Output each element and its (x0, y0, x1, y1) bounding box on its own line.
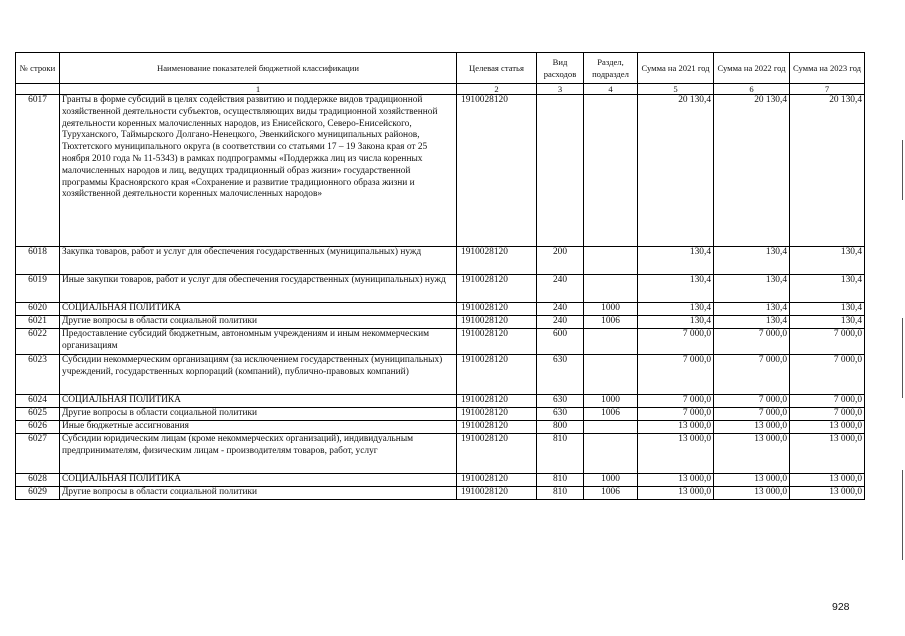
row-section: 1000 (584, 303, 638, 316)
row-name: Другие вопросы в области социальной политики (60, 408, 457, 421)
row-number: 6021 (16, 316, 60, 329)
row-section (584, 355, 638, 395)
row-sum-2021: 130,4 (638, 247, 714, 275)
row-expense-kind: 800 (537, 421, 584, 434)
row-number: 6023 (16, 355, 60, 395)
row-sum-2021: 13 000,0 (638, 434, 714, 474)
scan-edge-line (902, 140, 903, 200)
row-sum-2021: 130,4 (638, 275, 714, 303)
column-number: 7 (790, 84, 865, 95)
row-sum-2021: 7 000,0 (638, 355, 714, 395)
row-sum-2022: 13 000,0 (714, 434, 790, 474)
row-target-article: 1910028120 (457, 421, 537, 434)
table-row (16, 355, 865, 395)
column-number-row (16, 84, 865, 95)
row-sum-2021: 130,4 (638, 303, 714, 316)
table-row (16, 303, 865, 316)
row-sum-2023: 7 000,0 (790, 395, 865, 408)
table-row (16, 487, 865, 500)
row-sum-2023: 7 000,0 (790, 355, 865, 395)
row-expense-kind: 810 (537, 474, 584, 487)
row-target-article: 1910028120 (457, 95, 537, 247)
row-number: 6019 (16, 275, 60, 303)
row-number: 6018 (16, 247, 60, 275)
table-row (16, 408, 865, 421)
row-sum-2021: 130,4 (638, 316, 714, 329)
row-name: Другие вопросы в области социальной политики (60, 316, 457, 329)
row-name: Иные бюджетные ассигнования (60, 421, 457, 434)
row-sum-2022: 13 000,0 (714, 487, 790, 500)
row-name: Иные закупки товаров, работ и услуг для обеспечения государственных (муниципальных) нужд (60, 275, 457, 303)
row-sum-2023: 13 000,0 (790, 421, 865, 434)
row-sum-2022: 7 000,0 (714, 395, 790, 408)
row-section (584, 421, 638, 434)
row-sum-2023: 13 000,0 (790, 434, 865, 474)
row-name: СОЦИАЛЬНАЯ ПОЛИТИКА (60, 303, 457, 316)
row-sum-2022: 130,4 (714, 316, 790, 329)
row-sum-2022: 7 000,0 (714, 355, 790, 395)
row-sum-2021: 13 000,0 (638, 487, 714, 500)
row-number: 6029 (16, 487, 60, 500)
row-sum-2022: 13 000,0 (714, 474, 790, 487)
row-target-article: 1910028120 (457, 434, 537, 474)
header-row-number: № строки (16, 53, 60, 84)
row-section: 1000 (584, 474, 638, 487)
row-sum-2023: 20 130,4 (790, 95, 865, 247)
row-target-article: 1910028120 (457, 275, 537, 303)
header-sum-2021: Сумма на 2021 год (638, 53, 714, 84)
row-target-article: 1910028120 (457, 355, 537, 395)
row-name: Субсидии юридическим лицам (кроме некоммерческих организаций), индивидуальным предпринимателям, физическим лицам - производителям товаров, работ, услуг (60, 434, 457, 474)
row-sum-2023: 13 000,0 (790, 474, 865, 487)
row-target-article: 1910028120 (457, 329, 537, 355)
header-sum-2023: Сумма на 2023 год (790, 53, 865, 84)
row-name: Гранты в форме субсидий в целях содействия развитию и поддержке видов традиционной хозяйственной деятельности субъектов, осуществляющих виды традиционной хозяйственной деятельности коренных малочисленных народов, из Енисейского, Северо-Енисейского, Туруханского, Таймырского Долгано-Ненецкого, Эвенкийского муниципальных районов, Тюхтетского муниципального округа (в соответствии со статьями 17 – 19 Закона края от 25 ноября 2010 года № 11-5343) в рамках подпрограммы «Поддержка лиц из числа коренных малочисленных народов и лиц, ведущих традиционный образ жизни» государственной программы Красноярского края «Сохранение и развитие традиционного образа жизни и хозяйственной деятельности коренных малочисленных народов» (60, 95, 457, 247)
column-number: 5 (638, 84, 714, 95)
header-sum-2022: Сумма на 2022 год (714, 53, 790, 84)
row-expense-kind: 630 (537, 395, 584, 408)
row-sum-2022: 7 000,0 (714, 408, 790, 421)
row-name: Субсидии некоммерческим организациям (за исключением государственных (муниципальных) учреждений, государственных корпораций (компаний), публично-правовых компаний) (60, 355, 457, 395)
row-section (584, 329, 638, 355)
column-number: 1 (60, 84, 457, 95)
header-target-article: Целевая статья (457, 53, 537, 84)
row-sum-2023: 130,4 (790, 303, 865, 316)
header-expense-kind: Вид расходов (537, 53, 584, 84)
header-indicator-name: Наименование показателей бюджетной классификации (60, 53, 457, 84)
table-row (16, 329, 865, 355)
row-sum-2023: 7 000,0 (790, 329, 865, 355)
row-section: 1006 (584, 316, 638, 329)
table-row (16, 434, 865, 474)
table-row (16, 95, 865, 247)
row-sum-2022: 20 130,4 (714, 95, 790, 247)
scan-edge-line (902, 470, 903, 560)
row-section: 1000 (584, 395, 638, 408)
row-sum-2023: 130,4 (790, 316, 865, 329)
row-sum-2022: 130,4 (714, 247, 790, 275)
table-row (16, 316, 865, 329)
header-row (16, 53, 865, 84)
row-name: Другие вопросы в области социальной политики (60, 487, 457, 500)
row-expense-kind: 240 (537, 275, 584, 303)
row-section: 1006 (584, 487, 638, 500)
table-row (16, 275, 865, 303)
page-number: 928 (832, 601, 850, 613)
row-number: 6027 (16, 434, 60, 474)
row-target-article: 1910028120 (457, 303, 537, 316)
row-section (584, 275, 638, 303)
row-target-article: 1910028120 (457, 408, 537, 421)
row-expense-kind: 810 (537, 487, 584, 500)
row-target-article: 1910028120 (457, 487, 537, 500)
row-section (584, 247, 638, 275)
column-number: 4 (584, 84, 638, 95)
row-sum-2021: 7 000,0 (638, 329, 714, 355)
row-sum-2023: 130,4 (790, 247, 865, 275)
row-name: Предоставление субсидий бюджетным, автономным учреждениям и иным некоммерческим организациям (60, 329, 457, 355)
row-sum-2021: 7 000,0 (638, 395, 714, 408)
row-expense-kind: 630 (537, 355, 584, 395)
row-sum-2023: 7 000,0 (790, 408, 865, 421)
row-name: СОЦИАЛЬНАЯ ПОЛИТИКА (60, 395, 457, 408)
row-sum-2021: 20 130,4 (638, 95, 714, 247)
scan-edge-line (902, 318, 903, 398)
row-sum-2022: 130,4 (714, 303, 790, 316)
row-target-article: 1910028120 (457, 474, 537, 487)
table-row (16, 474, 865, 487)
row-section (584, 95, 638, 247)
row-target-article: 1910028120 (457, 316, 537, 329)
column-number: 2 (457, 84, 537, 95)
row-number: 6017 (16, 95, 60, 247)
column-number: 3 (537, 84, 584, 95)
row-number: 6028 (16, 474, 60, 487)
row-expense-kind: 240 (537, 303, 584, 316)
row-name: Закупка товаров, работ и услуг для обеспечения государственных (муниципальных) нужд (60, 247, 457, 275)
row-sum-2021: 7 000,0 (638, 408, 714, 421)
row-sum-2022: 130,4 (714, 275, 790, 303)
row-expense-kind: 600 (537, 329, 584, 355)
row-target-article: 1910028120 (457, 247, 537, 275)
row-number: 6022 (16, 329, 60, 355)
row-number: 6025 (16, 408, 60, 421)
row-sum-2021: 13 000,0 (638, 474, 714, 487)
table-row (16, 421, 865, 434)
row-sum-2023: 13 000,0 (790, 487, 865, 500)
row-target-article: 1910028120 (457, 395, 537, 408)
column-number-blank (16, 84, 60, 95)
row-section (584, 434, 638, 474)
column-number: 6 (714, 84, 790, 95)
row-expense-kind: 810 (537, 434, 584, 474)
row-expense-kind: 240 (537, 316, 584, 329)
row-section: 1006 (584, 408, 638, 421)
row-sum-2022: 7 000,0 (714, 329, 790, 355)
row-expense-kind: 200 (537, 247, 584, 275)
row-number: 6024 (16, 395, 60, 408)
row-number: 6026 (16, 421, 60, 434)
table-row (16, 395, 865, 408)
header-section: Раздел, подраздел (584, 53, 638, 84)
row-sum-2023: 130,4 (790, 275, 865, 303)
row-number: 6020 (16, 303, 60, 316)
budget-table (15, 52, 865, 500)
row-name: СОЦИАЛЬНАЯ ПОЛИТИКА (60, 474, 457, 487)
table-row (16, 247, 865, 275)
row-sum-2022: 13 000,0 (714, 421, 790, 434)
row-expense-kind: 630 (537, 408, 584, 421)
row-expense-kind (537, 95, 584, 247)
row-sum-2021: 13 000,0 (638, 421, 714, 434)
